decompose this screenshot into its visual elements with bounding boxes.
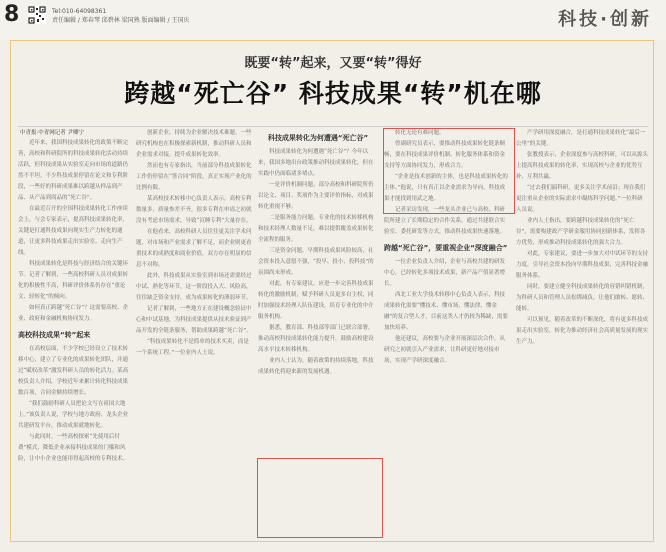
paragraph: “科技成果转化不是简单的技术买卖，而是一个系统工程。”一位业内人士说。 <box>136 339 249 356</box>
paragraph: 同时，要建立健全科技成果转化的容错纠错机制，为科研人员和管理人员松绑减负，让他们敢转、愿转、能转。 <box>516 284 648 312</box>
paragraph: 科技成果转化为何遭遇“死亡谷”？今年以来，我国多地出台政策推动科技成果转化，但在实践中仍面临诸多堵点。 <box>258 149 374 177</box>
highlight-box-top <box>383 128 515 214</box>
column-5 <box>516 128 648 538</box>
paragraph: 转化无论有难同题。 <box>395 130 445 136</box>
paragraph: 对此，专家建议，要进一步加大对中试环节的支持力度，引导社会资本投向早期科技成果，完善科技金融服务体系。 <box>516 251 648 279</box>
paragraph: 在高校层面，不少学校已经设立了技术转移中心，建立了专业化的成果转化团队，并通过“赋权改革”激发科研人员的转化活力。某高校负责人介绍，学校近年来累计转化科技成果数百项，合同金额持续增长。 <box>18 346 129 396</box>
masthead <box>0 0 666 40</box>
paragraph: 记者采访发现，一些龙头企业已与高校、科研院所建立了长期稳定的合作关系，通过共建联合实验室、委托研发等方式，推动科技成果快速落地。 <box>384 207 506 235</box>
paragraph: 然而也有专家指出，当前部分科技成果转化工作仍停留在“签合同”阶段，真正实现产业化的比例有限。 <box>136 163 252 191</box>
paragraph: 记者了解到，一些地方正在建设概念验证中心和中试基地，为科技成果提供从技术验证到产品开发的全链条服务，帮助成果跨越“死亡谷”。 <box>136 306 252 334</box>
paragraph: 某高校技术转移中心负责人表示，高校专利数量多、质量参差不齐，很多专利在申请之初就没有考虑市场需求，导致“沉睡专利”大量存在。 <box>136 196 252 224</box>
paragraph: “过去我们搞科研，更多关注学术前沿；现在我们更注重从企业的实际需求中凝练科学问题。”一位科研人员说。 <box>516 185 646 213</box>
paragraph: 近年来，我国科技成果转化的政策不断完善，高校和科研院所的科技成果转化活动持续活跃，但科技成果从实验室走向市场的道路仍然不平坦。不少科技成果停留在论文和专利阶段，一些好的科研成果难以跨越从样品到产品、从产品到商品的“死亡谷”。 <box>18 140 129 201</box>
paragraph: 据悉，教育部、科技部等部门已联合部署，推动高校科技成果转化能力提升，鼓励高校建设高水平技术转移机构。 <box>258 325 374 353</box>
article-title: 跨越“死亡谷” 科技成果“转”机在哪 <box>124 79 542 108</box>
paragraph: 科技成果转化是科技与经济结合的关键环节。记者了解到，一些高校科研人员对成果转化的积极性不高，科研评价体系仍存在“重论文、轻转化”的倾向。 <box>18 261 129 300</box>
paragraph: “我们鼓励科研人员把论文写在祖国大地上。”该负责人说，学校与地方政府、龙头企业共建研发平台，推动成果就地转化。 <box>18 401 129 429</box>
article-kicker: 既要“转”起来，又要“转”得好 <box>244 56 422 71</box>
paragraph: 曾副研究员表示，要推动科技成果转化链条顺畅，要在科技成果评价机制、转化服务体系和资金支持等方面协同发力，形成合力。 <box>384 141 506 169</box>
paragraph: 张教授表示，企业深度参与高校科研，可以从源头上提高科技成果的转化率，实现高校与企业的优势互补、互利共赢。 <box>516 152 648 180</box>
subhead-1: 高校科技成果“转”起来 <box>18 331 91 339</box>
paragraph: 业内人士认为，随着政策的持续落地，科技成果转化将迎来新的发展机遇。 <box>258 358 374 375</box>
subhead-2: 科技成果转化为何遭遇“死亡谷” <box>267 134 369 142</box>
editor-line: 责任编辑 / 郑春琴 邱碧林 梁国熟 版面编辑 / 王国庆 <box>52 17 190 24</box>
divider <box>18 126 648 127</box>
paragraph: 可以预见，随着改革的不断深化，将有更多科技成果走出实验室，转化为推动经济社会高质量发展的现实生产力。 <box>516 317 648 345</box>
headline-block <box>18 40 648 128</box>
paragraph: 对此，有专家建议，应进一步完善科技成果转化的激励机制，赋予科研人员更多自主权，同时加强技术经理人队伍建设，培育专业化的中介服务机构。 <box>258 281 374 320</box>
column-2 <box>136 128 254 538</box>
paragraph: 如何真正跨越“死亡谷”？这需要高校、企业、政府和金融机构协同发力。 <box>18 305 129 322</box>
paragraph: 二是服务能力问题。专业化的技术转移机构和技术经理人数量不足，难以提供覆盖成果转化全流程的服务。 <box>258 215 374 243</box>
section-title: 科技·创新 <box>558 9 652 30</box>
subhead-3: 跨越“死亡谷”，要重视企业“深度融合” <box>384 244 508 252</box>
paragraph: 西北工业大学技术转移中心负责人表示，科技成果转化需要“懂技术、懂市场、懂法律、懂金融”的复合型人才，目前这类人才仍较为稀缺，需要加快培养。 <box>384 292 508 331</box>
tel-line: Tel:010-64098361 <box>52 8 107 15</box>
paragraph: 创新企业，持续为企业解决技术难题。一些研究机构也在积极探索新机制，推动科研人员和企业需求对接，提升成果转化效率。 <box>136 130 252 158</box>
highlight-box-bottom <box>257 458 383 538</box>
paragraph: 一位企业负责人介绍，企业与高校共建的研发中心，已经转化多项技术成果，新产品产值显著增长。 <box>384 259 506 287</box>
paragraph: 三是资金问题。早期科技成果风险较高，社会资本投入意愿不强，“投早、投小、投科技”的氛围尚未形成。 <box>258 248 374 276</box>
paragraph: 他还建议，高校要与企业开展深层次合作，从研究之初就引入产业需求，让科研更好地对接市场，实现产学研深度融合。 <box>384 336 506 364</box>
byline: 中青报·中青网记者 尹卿宁 <box>20 130 84 136</box>
paragraph: 此外，科技成果从实验室到市场还需要经过中试、熟化等环节，这一阶段投入大、风险高，往往缺乏资金支持，成为成果转化的薄弱环节。 <box>136 273 252 301</box>
page-number: 8 <box>4 2 20 27</box>
paragraph: 业内人士指出，要跨越科技成果转化的“死亡谷”，需要构建政产学研金服用协同创新体系，发挥各方优势，形成推动科技成果转化的强大合力。 <box>516 218 646 246</box>
paragraph: “企业是技术创新的主体，也是科技成果转化的主体。”他说，只有真正以企业需求为导向，科技成果才能找到用武之地。 <box>384 174 508 202</box>
paragraph: 产学研用深度融合，是打通科技成果转化“最后一公里”的关键。 <box>516 130 646 147</box>
column-1 <box>18 138 130 538</box>
paragraph: 与此同时，一些高校探索“先使用后付费”模式，降低企业承接科技成果的门槛和风险，让中小企业也能用得起高校的专利技术。 <box>18 434 129 462</box>
paragraph: 一是评价机制问题。部分高校和科研院所仍以论文、项目、奖项作为主要评价指标，对成果转化重视不够。 <box>258 182 374 210</box>
paragraph: 在他看来，高校科研人员往往更关注学术问题，对市场和产业需求了解不足，而企业则更看重技术的成熟度和商业价值，双方存在明显的信息不对称。 <box>136 229 252 268</box>
qr-code-icon <box>28 6 46 24</box>
paragraph: 在最近召开的全国科技成果转化工作座谈会上，与会专家表示，提高科技成果转化率，关键是打通科技成果向现实生产力转化的通道，让更多科技成果走出实验室、走向生产线。 <box>18 206 129 256</box>
masthead-meta <box>52 7 189 25</box>
